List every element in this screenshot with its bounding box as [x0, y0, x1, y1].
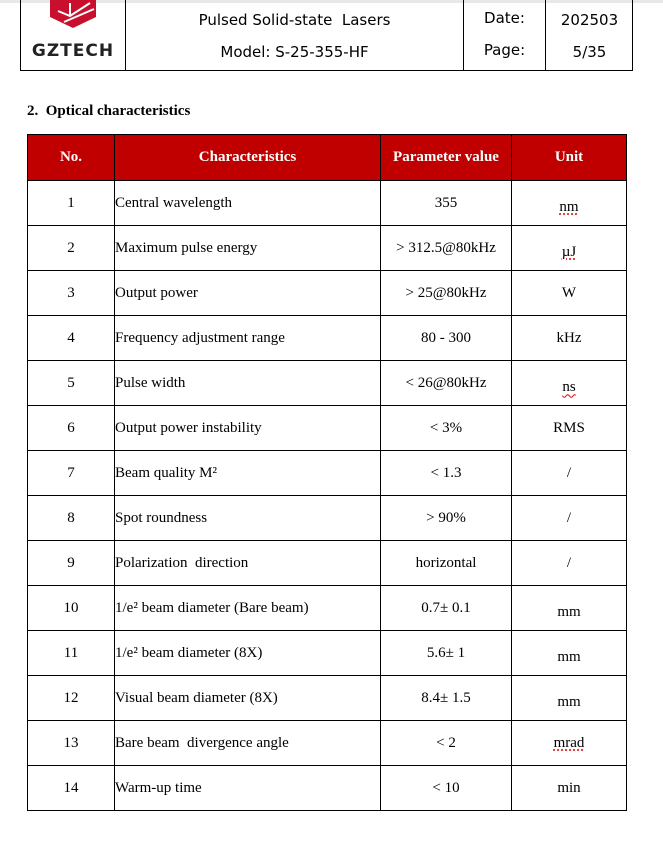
row-unit: [512, 181, 627, 226]
row-parameter-value-text: > 25@80kHz: [405, 284, 487, 301]
row-number: [28, 316, 115, 361]
row-unit: [512, 766, 627, 811]
row-unit: [512, 361, 627, 406]
row-parameter-value-text: < 26@80kHz: [405, 374, 487, 391]
row-characteristic: [115, 181, 381, 226]
row-characteristic: [115, 721, 381, 766]
row-characteristic-text: Pulse width: [115, 374, 186, 391]
row-number-text: 9: [67, 554, 75, 571]
row-parameter-value-text: > 90%: [426, 509, 466, 526]
row-parameter-value-text: horizontal: [415, 554, 477, 571]
optical-characteristics-table: [27, 134, 627, 811]
row-unit: [512, 541, 627, 586]
title-cell: [126, 0, 464, 70]
row-characteristic-text: 1/e² beam diameter (8X): [115, 644, 263, 661]
row-number-text: 13: [63, 734, 79, 751]
row-parameter-value-text: > 312.5@80kHz: [396, 239, 496, 256]
model-number: Model: S-25-355-HF: [220, 43, 369, 61]
row-parameter-value-text: 0.7± 0.1: [421, 599, 471, 616]
row-parameter-value-text: < 3%: [429, 419, 463, 436]
table-row: [28, 631, 627, 676]
row-characteristic-text: Central wavelength: [115, 194, 233, 211]
row-number-text: 6: [67, 419, 75, 436]
date-value: 202503: [560, 11, 619, 29]
row-characteristic-text: Bare beam divergence angle: [115, 734, 289, 751]
section-title: 2. Optical characteristics: [27, 103, 191, 119]
table-row: [28, 451, 627, 496]
row-unit-text: mrad: [553, 734, 585, 751]
row-parameter-value: [381, 631, 512, 676]
row-number: [28, 496, 115, 541]
table-row: [28, 406, 627, 451]
row-parameter-value: [381, 361, 512, 406]
row-characteristic-text: Spot roundness: [115, 509, 208, 526]
row-characteristic-text: Visual beam diameter (8X): [115, 689, 278, 706]
row-characteristic: [115, 226, 381, 271]
row-characteristic: [115, 766, 381, 811]
row-parameter-value: [381, 676, 512, 721]
row-parameter-value-text: < 2: [436, 734, 456, 751]
table-row: [28, 676, 627, 721]
row-characteristic: [115, 406, 381, 451]
row-characteristic: [115, 541, 381, 586]
row-number-text: 10: [63, 599, 79, 616]
row-parameter-value-text: < 1.3: [430, 464, 462, 481]
row-characteristic-text: Frequency adjustment range: [115, 329, 285, 346]
row-unit: [512, 316, 627, 361]
row-parameter-value: [381, 496, 512, 541]
row-characteristic-text: Output power: [115, 284, 198, 301]
date-label: Date:: [484, 9, 525, 27]
row-parameter-value: [381, 226, 512, 271]
row-parameter-value: [381, 451, 512, 496]
row-characteristic: [115, 316, 381, 361]
page-label: Page:: [483, 41, 526, 59]
col-header-parameter-value: Parameter value: [381, 135, 512, 181]
col-header-no: No.: [28, 135, 115, 181]
row-number-text: 4: [67, 329, 75, 346]
row-parameter-value: [381, 181, 512, 226]
row-parameter-value: [381, 406, 512, 451]
row-number: [28, 271, 115, 316]
row-parameter-value: [381, 316, 512, 361]
row-characteristic-text: Warm-up time: [115, 779, 202, 796]
row-unit: [512, 631, 627, 676]
row-number-text: 7: [67, 464, 75, 481]
row-characteristic-text: 1/e² beam diameter (Bare beam): [115, 599, 309, 616]
table-header-row: [28, 135, 627, 181]
table-row: [28, 271, 627, 316]
row-number-text: 2: [67, 239, 75, 256]
document-header: [20, 0, 633, 71]
brand-name: GZTECH: [31, 41, 115, 61]
row-unit: [512, 451, 627, 496]
row-parameter-value-text: 80 - 300: [421, 329, 471, 346]
row-number-text: 5: [67, 374, 75, 391]
col-header-characteristics: Characteristics: [115, 135, 381, 181]
row-number-text: 12: [63, 689, 79, 706]
row-characteristic-text: Polarization direction: [115, 554, 249, 571]
row-characteristic: [115, 676, 381, 721]
table-row: [28, 721, 627, 766]
row-number: [28, 451, 115, 496]
table-row: [28, 541, 627, 586]
table-row: [28, 766, 627, 811]
row-number: [28, 631, 115, 676]
row-parameter-value: [381, 271, 512, 316]
gztech-logo-icon: [50, 0, 96, 28]
row-unit: [512, 226, 627, 271]
row-unit-text: mm: [557, 693, 581, 710]
row-unit-text: /: [566, 509, 572, 526]
row-number-text: 8: [67, 509, 75, 526]
row-number: [28, 361, 115, 406]
row-unit: [512, 271, 627, 316]
row-unit: [512, 586, 627, 631]
row-number: [28, 766, 115, 811]
row-number-text: 3: [67, 284, 75, 301]
row-unit-text: kHz: [556, 329, 582, 346]
product-title: Pulsed Solid-state Lasers: [198, 11, 391, 29]
row-unit-text: nm: [559, 198, 579, 215]
label-cell: [464, 0, 546, 70]
row-parameter-value-text: 5.6± 1: [426, 644, 466, 661]
row-unit-text: ns: [562, 378, 576, 395]
logo-cell: [21, 0, 126, 70]
row-characteristic-text: Maximum pulse energy: [115, 239, 258, 256]
row-unit-text: W: [561, 284, 577, 301]
row-parameter-value: [381, 586, 512, 631]
row-characteristic: [115, 496, 381, 541]
row-characteristic: [115, 451, 381, 496]
row-characteristic-text: Output power instability: [115, 419, 262, 436]
row-characteristic: [115, 631, 381, 676]
row-unit: [512, 496, 627, 541]
row-number: [28, 541, 115, 586]
row-unit: [512, 676, 627, 721]
value-cell: [546, 0, 633, 70]
col-header-unit: Unit: [512, 135, 627, 181]
row-parameter-value-text: 355: [434, 194, 458, 211]
row-number-text: 11: [63, 644, 79, 661]
row-number: [28, 586, 115, 631]
row-number-text: 14: [63, 779, 79, 796]
row-unit: [512, 406, 627, 451]
table-row: [28, 586, 627, 631]
row-number-text: 1: [67, 194, 75, 211]
table-row: [28, 226, 627, 271]
table-row: [28, 316, 627, 361]
row-unit: [512, 721, 627, 766]
row-characteristic: [115, 586, 381, 631]
table-row: [28, 181, 627, 226]
page-value: 5/35: [572, 43, 607, 61]
row-number: [28, 181, 115, 226]
row-parameter-value: [381, 721, 512, 766]
row-characteristic: [115, 271, 381, 316]
row-unit-text: RMS: [553, 419, 585, 436]
row-parameter-value: [381, 541, 512, 586]
row-unit-text: mm: [557, 603, 581, 620]
row-parameter-value-text: 8.4± 1.5: [421, 689, 471, 706]
row-number: [28, 226, 115, 271]
row-number: [28, 676, 115, 721]
row-parameter-value-text: < 10: [432, 779, 460, 796]
row-unit-text: mm: [557, 648, 581, 665]
row-unit-text: min: [557, 779, 581, 796]
row-unit-text: /: [566, 554, 572, 571]
row-characteristic-text: Beam quality M²: [115, 464, 217, 481]
row-parameter-value: [381, 766, 512, 811]
row-characteristic: [115, 361, 381, 406]
row-unit-text: µJ: [561, 243, 577, 260]
row-number: [28, 406, 115, 451]
table-row: [28, 361, 627, 406]
row-unit-text: /: [566, 464, 572, 481]
table-row: [28, 496, 627, 541]
row-number: [28, 721, 115, 766]
